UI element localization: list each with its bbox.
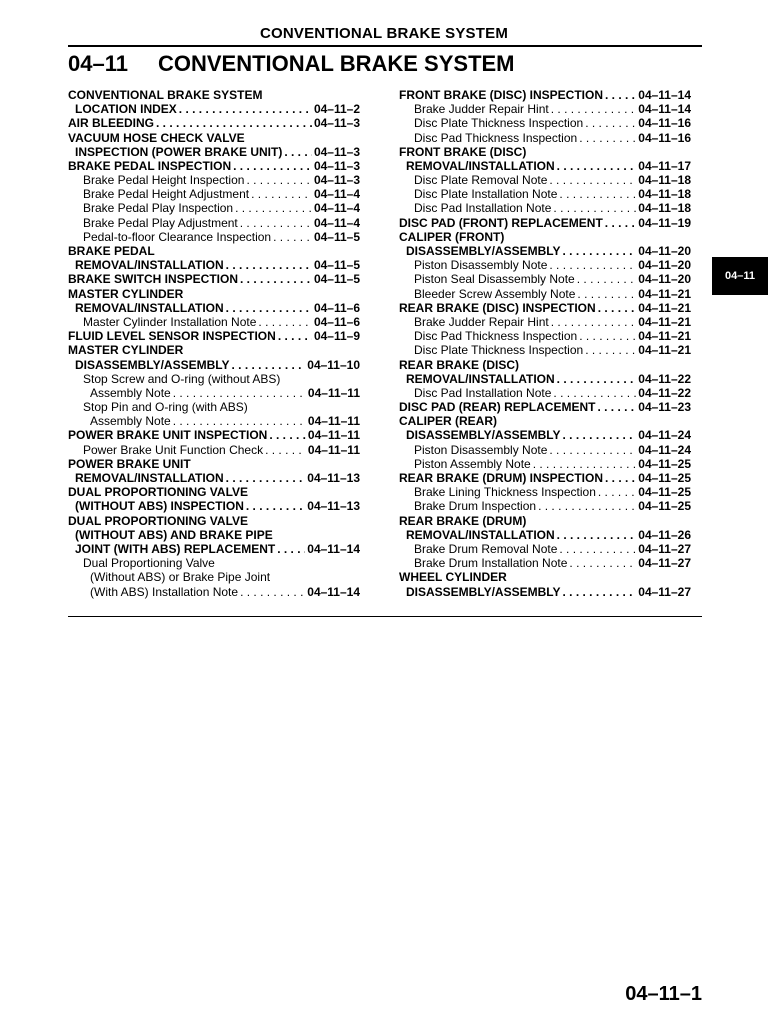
toc-entry-page: 04–11–24 [638,428,691,443]
toc-entry-page: 04–11–16 [638,116,691,131]
toc-entry[interactable] [399,131,691,145]
section-tab[interactable] [712,257,768,295]
toc-leader-dots [538,499,636,513]
toc-leader-dots [173,386,306,400]
toc-entry[interactable] [399,386,691,400]
toc-entry-title: INSPECTION (POWER BRAKE UNIT) [75,144,283,159]
toc-leader-dots [557,372,637,386]
toc-entry-title: Piston Disassembly Note [414,442,548,457]
toc-leader-dots [273,230,312,244]
toc-entry-page: 04–11–3 [313,173,360,188]
toc-entry[interactable] [399,272,691,286]
toc-entry-title: BRAKE PEDAL [68,244,155,259]
toc-entry-title: AIR BLEEDING [68,116,155,131]
toc-entry [68,485,360,499]
toc-entry-title: POWER BRAKE UNIT INSPECTION [68,428,268,443]
toc-leader-dots [553,202,636,216]
toc-entry-title: Disc Plate Thickness Inspection [414,343,584,358]
toc-entry-page: 04–11–17 [638,158,691,173]
toc-left-column [68,88,360,599]
toc-entry-title: Stop Pin and O-ring (with ABS) [83,400,248,415]
toc-entry-title: REAR BRAKE (DISC) [399,357,519,372]
toc-leader-dots [235,202,312,216]
toc-entry-page: 04–11–5 [313,258,360,273]
toc-entry-title: (WITHOUT ABS) AND BRAKE PIPE [75,527,273,542]
toc-leader-dots [598,485,636,499]
toc-entry[interactable] [68,159,360,173]
toc-entry[interactable] [68,329,360,343]
toc-entry[interactable] [399,159,691,173]
toc-leader-dots [577,287,636,301]
toc-entry-page: 04–11–22 [638,371,691,386]
toc-entry-title: (WITHOUT ABS) INSPECTION [75,499,244,514]
toc-entry-title: REMOVAL/INSTALLATION [406,527,555,542]
toc-entry[interactable] [68,202,360,216]
toc-leader-dots [585,343,636,357]
toc-entry-title: BRAKE PEDAL INSPECTION [68,158,232,173]
toc-entry-page: 04–11–14 [307,584,360,599]
header-rule [68,45,702,47]
toc-entry-title: Bleeder Screw Assembly Note [414,286,576,301]
toc-leader-dots [597,400,636,414]
toc-entry [68,287,360,301]
toc-entry-title: CALIPER (FRONT) [399,229,505,244]
toc-entry[interactable] [399,315,691,329]
toc-entry[interactable] [399,173,691,187]
toc-entry-page: 04–11–27 [638,542,691,556]
toc-entry-page: 04–11–26 [638,527,691,542]
toc-entry-page: 04–11–24 [638,442,691,457]
toc-leader-dots [579,131,636,145]
toc-entry[interactable] [399,556,691,570]
toc-entry-page: 04–11–20 [638,244,691,259]
toc-leader-dots [277,542,305,556]
toc-entry[interactable] [68,102,360,116]
toc-entry-title: Brake Drum Installation Note [414,556,568,571]
toc-leader-dots [557,528,637,542]
toc-entry-title: DISASSEMBLY/ASSEMBLY [406,584,561,599]
toc-entry-title: DISC PAD (REAR) REPLACEMENT [399,400,596,415]
toc-entry-title: Disc Pad Thickness Inspection [414,329,578,344]
toc-leader-dots [226,258,312,272]
toc-entry [68,372,360,386]
toc-entry-page: 04–11–11 [307,428,360,443]
toc-entry-title: WHEEL CYLINDER [399,570,507,585]
toc-entry[interactable] [399,400,691,414]
toc-entry[interactable] [399,485,691,499]
toc-entry-title: DISC PAD (FRONT) REPLACEMENT [399,215,603,230]
chapter-heading [68,51,515,77]
toc-entry-title: Assembly Note [90,414,171,429]
toc-entry-page: 04–11–6 [313,315,360,329]
toc-entry[interactable] [399,216,691,230]
toc-leader-dots [551,315,637,329]
toc-entry-title: REMOVAL/INSTALLATION [75,471,224,486]
toc-entry-page: 04–11–11 [307,414,360,429]
toc-entry-page: 04–11–21 [638,315,691,329]
toc-entry-title: REMOVAL/INSTALLATION [406,371,555,386]
toc-entry-page: 04–11–23 [638,400,691,415]
toc-entry-title: (Without ABS) or Brake Pipe Joint [90,570,271,585]
toc-entry-title: Power Brake Unit Function Check [83,442,264,457]
toc-entry-title: REAR BRAKE (DISC) INSPECTION [399,300,596,315]
toc-entry-title: Piston Disassembly Note [414,258,548,273]
toc-entry [399,145,691,159]
toc-entry[interactable] [68,301,360,315]
toc-entry-page: 04–11–22 [638,385,691,400]
toc-entry[interactable] [399,429,691,443]
toc-entry-page: 04–11–21 [638,343,691,358]
toc-leader-dots [258,315,312,329]
toc-leader-dots [284,145,312,159]
toc-entry [68,400,360,414]
toc-entry[interactable] [399,102,691,116]
toc-leader-dots [246,499,305,513]
toc-leader-dots [549,443,636,457]
toc-entry[interactable] [399,202,691,216]
toc-leader-dots [231,358,305,372]
toc-leader-dots [251,187,312,201]
toc-entry-title: JOINT (WITH ABS) REPLACEMENT [75,542,276,556]
toc-entry [68,528,360,542]
toc-entry[interactable] [68,542,360,556]
toc-entry-title: POWER BRAKE UNIT [68,456,191,471]
toc-leader-dots [559,187,636,201]
toc-leader-dots [173,414,306,428]
toc-leader-dots [240,216,312,230]
toc-entry[interactable] [68,187,360,201]
toc-entry[interactable] [399,542,691,556]
toc-leader-dots [240,585,305,599]
toc-entry[interactable] [399,287,691,301]
toc-entry-page: 04–11–11 [307,385,360,400]
toc-entry [68,88,360,102]
toc-entry-page: 04–11–3 [313,144,360,159]
toc-entry[interactable] [68,471,360,485]
toc-entry [399,230,691,244]
toc-entry-title: FRONT BRAKE (DISC) [399,144,527,159]
toc-entry-title: VACUUM HOSE CHECK VALVE [68,130,245,145]
toc-entry[interactable] [399,528,691,542]
toc-entry-title: DISASSEMBLY/ASSEMBLY [75,357,230,372]
toc-entry[interactable] [68,358,360,372]
toc-entry[interactable] [68,386,360,400]
toc-entry-page: 04–11–18 [638,201,691,216]
toc-entry-page: 04–11–20 [638,272,691,287]
toc-leader-dots [551,102,637,116]
toc-leader-dots [179,102,312,116]
toc-entry-title: REAR BRAKE (DRUM) [399,513,527,528]
toc-entry-page: 04–11–18 [638,187,691,202]
toc-entry-title: Brake Judder Repair Hint [414,315,549,329]
toc-entry-title: Disc Plate Removal Note [414,173,548,188]
toc-leader-dots [598,301,637,315]
toc-entry-title: Master Cylinder Installation Note [83,315,257,329]
toc-entry-page: 04–11–11 [307,442,360,457]
toc-entry[interactable] [68,443,360,457]
toc-entry [399,414,691,428]
toc-entry-title: Pedal-to-floor Clearance Inspection [83,229,272,244]
toc-entry[interactable] [399,329,691,343]
toc-entry[interactable] [399,499,691,513]
toc-entry-title: BRAKE SWITCH INSPECTION [68,272,239,287]
toc-entry-title: MASTER CYLINDER [68,286,184,301]
toc-entry-page: 04–11–21 [638,300,691,315]
toc-leader-dots [226,301,312,315]
toc-entry-title: Disc Pad Installation Note [414,201,552,216]
toc-entry[interactable] [68,272,360,286]
toc-entry-page: 04–11–14 [638,88,691,102]
toc-entry-title: Brake Pedal Play Inspection [83,201,234,216]
toc-leader-dots [156,116,312,130]
toc-entry-title: REMOVAL/INSTALLATION [75,258,224,273]
toc-entry [68,457,360,471]
toc-leader-dots [233,159,312,173]
toc-entry-page: 04–11–21 [638,286,691,301]
toc-entry-title: Piston Seal Disassembly Note [414,272,575,287]
toc-leader-dots [562,585,636,599]
toc-entry[interactable] [399,343,691,357]
toc-entry-page: 04–11–19 [638,215,691,230]
toc-entry-page: 04–11–3 [313,116,360,131]
toc-entry-page: 04–11–5 [313,229,360,244]
toc-entry [399,514,691,528]
toc-entry[interactable] [68,585,360,599]
toc-entry-title: Disc Plate Thickness Inspection [414,116,584,131]
toc-entry-title: REMOVAL/INSTALLATION [75,300,224,315]
toc-entry [399,358,691,372]
toc-leader-dots [605,88,636,102]
toc-entry-title: Brake Pedal Height Adjustment [83,187,250,202]
toc-entry[interactable] [399,457,691,471]
toc-entry-title: Disc Pad Thickness Inspection [414,130,578,145]
toc-entry[interactable] [399,372,691,386]
toc-entry[interactable] [399,471,691,485]
toc-entry-page: 04–11–25 [638,485,691,500]
chapter-number: 04–11 [68,51,128,76]
toc-entry [68,570,360,584]
toc-entry-title: FLUID LEVEL SENSOR INSPECTION [68,329,276,344]
toc-entry[interactable] [68,499,360,513]
toc-entry[interactable] [68,429,360,443]
toc-entry-page: 04–11–25 [638,471,691,486]
toc-entry[interactable] [399,244,691,258]
toc-entry[interactable] [68,230,360,244]
toc-entry [68,556,360,570]
toc-entry-page: 04–11–13 [307,499,360,514]
toc-entry-page: 04–11–27 [638,584,691,599]
toc-leader-dots [577,272,637,286]
toc-entry[interactable] [68,315,360,329]
toc-entry-title: Brake Lining Thickness Inspection [414,485,596,500]
toc-entry [68,514,360,528]
running-header: CONVENTIONAL BRAKE SYSTEM [259,25,509,42]
toc-entry-title: DUAL PROPORTIONING VALVE [68,513,249,528]
toc-entry [68,244,360,258]
toc-entry-title: MASTER CYLINDER [68,343,184,358]
page-number: 04–11–1 [625,983,702,1005]
toc-leader-dots [562,429,636,443]
toc-entry-page: 04–11–25 [638,456,691,471]
toc-leader-dots [559,542,636,556]
toc-entry-title: DISASSEMBLY/ASSEMBLY [406,428,561,443]
chapter-title: CONVENTIONAL BRAKE SYSTEM [158,51,515,76]
toc-entry-page: 04–11–13 [307,471,360,486]
toc-bottom-rule [68,616,702,617]
toc-leader-dots [549,258,636,272]
toc-entry-page: 04–11–18 [638,173,691,188]
toc-entry-page: 04–11–4 [313,201,360,216]
toc-entry-page: 04–11–3 [313,158,360,173]
toc-leader-dots [605,471,636,485]
toc-entry-page: 04–11–4 [313,215,360,230]
toc-leader-dots [533,457,637,471]
toc-entry[interactable] [68,116,360,130]
toc-entry[interactable] [68,173,360,187]
toc-leader-dots [557,159,637,173]
toc-entry-page: 04–11–2 [313,102,360,117]
toc-entry-title: Stop Screw and O-ring (without ABS) [83,371,281,386]
toc-entry-title: Brake Drum Inspection [414,499,537,514]
toc-entry-title: DISASSEMBLY/ASSEMBLY [406,244,561,259]
toc-entry-page: 04–11–16 [638,130,691,145]
toc-entry-title: Assembly Note [90,385,171,400]
toc-leader-dots [265,443,306,457]
toc-entry[interactable] [68,145,360,159]
toc-entry[interactable] [68,414,360,428]
toc-entry-page: 04–11–4 [313,187,360,202]
toc-leader-dots [269,429,306,443]
toc-leader-dots [585,116,636,130]
toc-entry-title: REAR BRAKE (DRUM) INSPECTION [399,471,603,486]
toc-entry-title: LOCATION INDEX [75,102,177,117]
toc-entry-page: 04–11–21 [638,329,691,344]
toc-entry-page: 04–11–20 [638,258,691,273]
toc-entry-page: 04–11–27 [638,556,691,571]
toc-entry [68,131,360,145]
toc-right-column [399,88,691,599]
toc-entry-page: 04–11–25 [638,499,691,514]
toc-entry[interactable] [399,301,691,315]
toc-entry-title: Brake Judder Repair Hint [414,102,549,117]
toc-entry[interactable] [399,258,691,272]
toc-entry-title: Piston Assembly Note [414,456,531,471]
toc-entry[interactable] [68,258,360,272]
toc-entry-title: Brake Pedal Play Adjustment [83,215,238,230]
toc-entry-title: Dual Proportioning Valve [83,556,215,571]
toc-leader-dots [278,329,312,343]
toc-entry-page: 04–11–10 [307,357,360,372]
toc-entry-title: Disc Pad Installation Note [414,385,552,400]
toc-entry-title: (With ABS) Installation Note [90,584,239,599]
toc-leader-dots [553,386,636,400]
toc-entry-page: 04–11–14 [638,102,691,117]
toc-leader-dots [226,471,306,485]
toc-entry [68,343,360,357]
toc-leader-dots [605,216,636,230]
toc-entry-page: 04–11–5 [313,272,360,287]
toc-entry-title: Brake Drum Removal Note [414,542,558,556]
toc-leader-dots [246,173,312,187]
toc-entry-title: CALIPER (REAR) [399,414,497,429]
toc-entry-title: FRONT BRAKE (DISC) INSPECTION [399,88,603,102]
toc-entry-title: DUAL PROPORTIONING VALVE [68,485,249,500]
toc-entry[interactable] [399,585,691,599]
toc-entry[interactable] [399,443,691,457]
toc-entry[interactable] [399,88,691,102]
toc-leader-dots [569,556,636,570]
toc-leader-dots [240,272,312,286]
toc-entry-title: CONVENTIONAL BRAKE SYSTEM [68,88,263,102]
toc-entry[interactable] [68,216,360,230]
toc-leader-dots [562,244,636,258]
toc-entry-page: 04–11–6 [313,300,360,315]
toc-entry-page: 04–11–14 [307,542,360,556]
toc-entry-title: Brake Pedal Height Inspection [83,173,245,188]
toc-entry-title: REMOVAL/INSTALLATION [406,158,555,173]
toc-entry-page: 04–11–9 [313,329,360,344]
toc-entry[interactable] [399,187,691,201]
toc-leader-dots [549,173,636,187]
toc-entry-title: Disc Plate Installation Note [414,187,558,202]
toc-leader-dots [579,329,636,343]
toc-entry[interactable] [399,116,691,130]
section-tab-label: 04–11 [725,270,755,282]
toc-entry [399,570,691,584]
